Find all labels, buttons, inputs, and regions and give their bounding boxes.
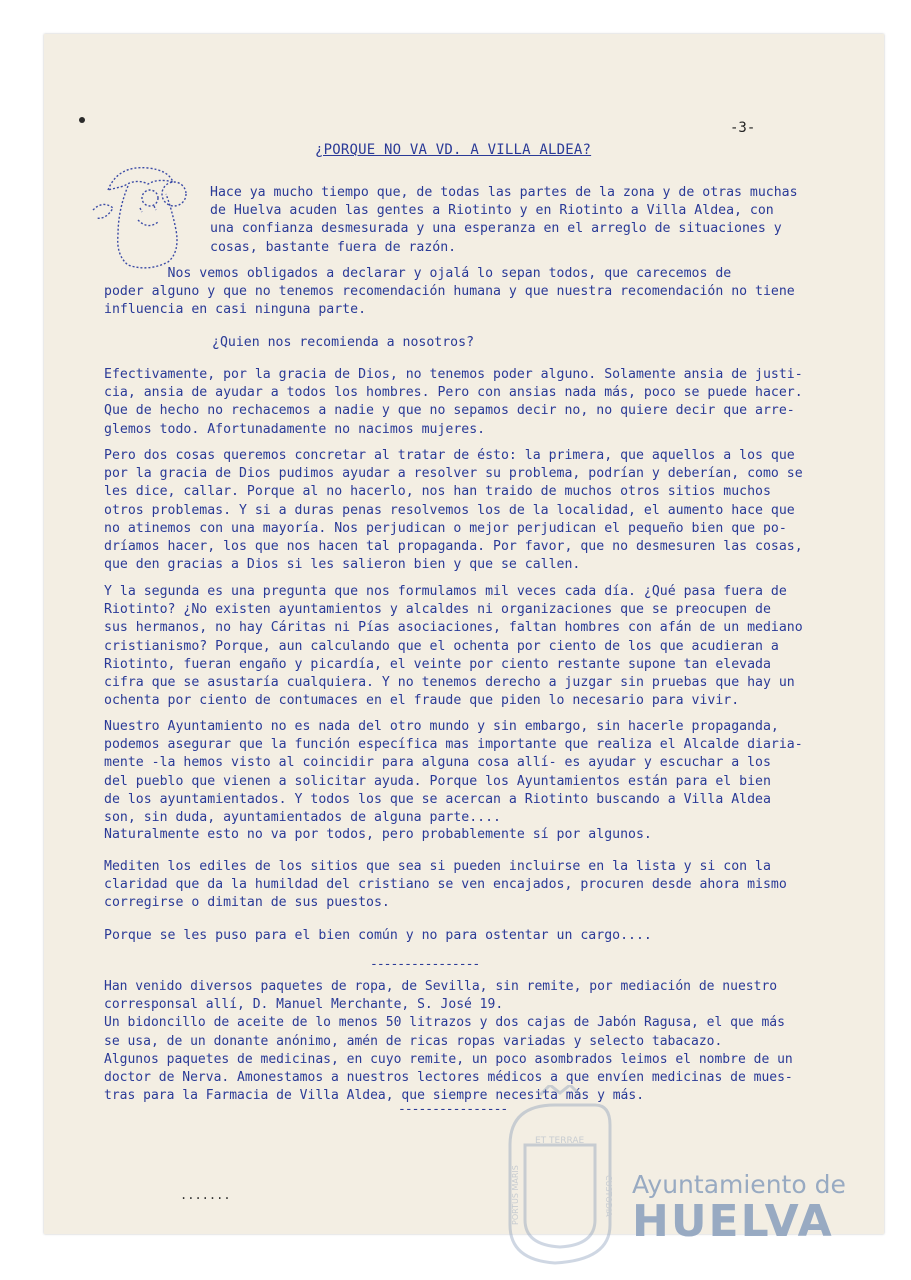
paragraph-two-things: Pero dos cosas queremos concretar al tratar de ésto: la primera, que aquellos a los que por la gracia de Dios pudimos ayudar a resolver su problema, podrían y deberían, como se les dice, callar. Porque al no hacerlo, nos han traido de muchos otros sitios muchos otros problemas. Y si a duras penas resolvemos los de la localidad, el aumento hace que no atinemos con una mayoría. Nos perjudican o mejor perjudican el pequeño bien que po- dríamos hacer, los que nos hacen tal propaganda. Por favor, que no desmesuren las cosas, que den gracias a Dios si les salieron bien y que se callen.	[104, 448, 803, 573]
page-title: ¿PORQUE NO VA VD. A VILLA ALDEA?	[315, 142, 592, 158]
separator-rule: ----------------	[370, 957, 480, 972]
paragraph-declaration: Nos vemos obligados a declarar y ojalá lo sepan todos, que carecemos de poder alguno y que no tenemos recomendación humana y que nuestra recomendación no tiene influencia en casi ninguna parte.	[104, 266, 795, 318]
paragraph-donations: Han venido diversos paquetes de ropa, de Sevilla, sin remite, por mediación de nuestro corresponsal allí, D. Manuel Merchante, S. José 19. Un bidoncillo de aceite de lo menos 50 litrazos y dos cajas de Jabón Ragusa, el que más se usa, de un donante anónimo, amén de ricas ropas variadas y selecto tabacazo. Algunos paquetes de medicinas, en cuyo remite, un poco asombrados leimos el nombre de un doctor de Nerva. Amonestamos a nuestros lectores médicos a que envíen medicinas de mues- tras para la Farmacia de Villa Aldea, que siempre necesita más y más.	[104, 979, 793, 1104]
seal-text-right: CUSTODIA	[604, 1175, 613, 1217]
cartoon-sketch-icon	[88, 160, 208, 272]
paragraph-intro: Hace ya mucho tiempo que, de todas las partes de la zona y de otras muchas de Huelva acuden las gentes a Riotinto y en Riotinto a Villa Aldea, con una confianza desmesurada y una esperanza en el arreglo de situaciones y cosas, bastante fuera de razón.	[210, 185, 798, 255]
separator-rule-bottom: ----------------	[398, 1102, 508, 1117]
paragraph-meditate: Mediten los ediles de los sitios que sea si pueden incluirse en la lista y si con la claridad que da la humildad del cristiano se ven encajados, procuren desde ahora mismo corregirse o dimitan de sus puestos.	[104, 859, 787, 911]
subheading-question: ¿Quien nos recomienda a nosotros?	[212, 335, 475, 350]
seal-text-top: ET TERRAE	[535, 1136, 585, 1146]
trailing-dots: .......	[180, 1188, 231, 1202]
punch-mark	[79, 117, 85, 123]
paragraph-second-question: Y la segunda es una pregunta que nos formulamos mil veces cada día. ¿Qué pasa fuera de Riotinto? ¿No existen ayuntamientos y alcaldes ni organizaciones que se preocupen de sus hermanos, no hay Cáritas ni Pías asociaciones, faltan hombres con afán de un mediano cristianismo? Porque, aun calculando que el ochenta por ciento de los que acudieran a Riotinto, fueran engaño y picardía, el veinte por ciento restante supone tan elevada cifra que se asustaría cualquiera. Y no tenemos derecho a juzgar sin pruebas que hay un ochenta por ciento de contumaces en el fraude que piden lo necesario para vivir.	[104, 584, 803, 709]
seal-text-left: PORTUS MARIS	[511, 1165, 520, 1225]
watermark-line2: HUELVA	[632, 1196, 834, 1247]
paragraph-common-good: Porque se les puso para el bien común y no para ostentar un cargo....	[104, 928, 652, 943]
paragraph-effectively: Efectivamente, por la gracia de Dios, no tenemos poder alguno. Solamente ansia de justi- cia, ansia de ayudar a todos los hombres. Pero con ansias nada más, poco se puede hacer. Que de hecho no rechacemos a nadie y que no sepamos decir no, no quiere decir que arre- glemos todo. Afortunadamente no nacimos mujeres.	[104, 367, 803, 437]
paragraph-town-hall: Nuestro Ayuntamiento no es nada del otro mundo y sin embargo, sin hacerle propaganda, podemos asegurar que la función específica mas importante que realiza el Alcalde diaria- mente -la hemos visto al coincidir para alguna cosa allí- es ayudar y escuchar a los del pueblo que vienen a solicitar ayuda. Porque los Ayuntamientos están para el bien de los ayuntamientados. Y todos los que se acercan a Riotinto buscando a Villa Aldea son, sin duda, ayuntamientados de alguna parte....	[104, 719, 803, 826]
page-number: -3-	[730, 120, 756, 136]
paragraph-naturally: Naturalmente esto no va por todos, pero probablemente sí por algunos.	[104, 827, 652, 842]
watermark-line1: Ayuntamiento de	[632, 1170, 846, 1199]
